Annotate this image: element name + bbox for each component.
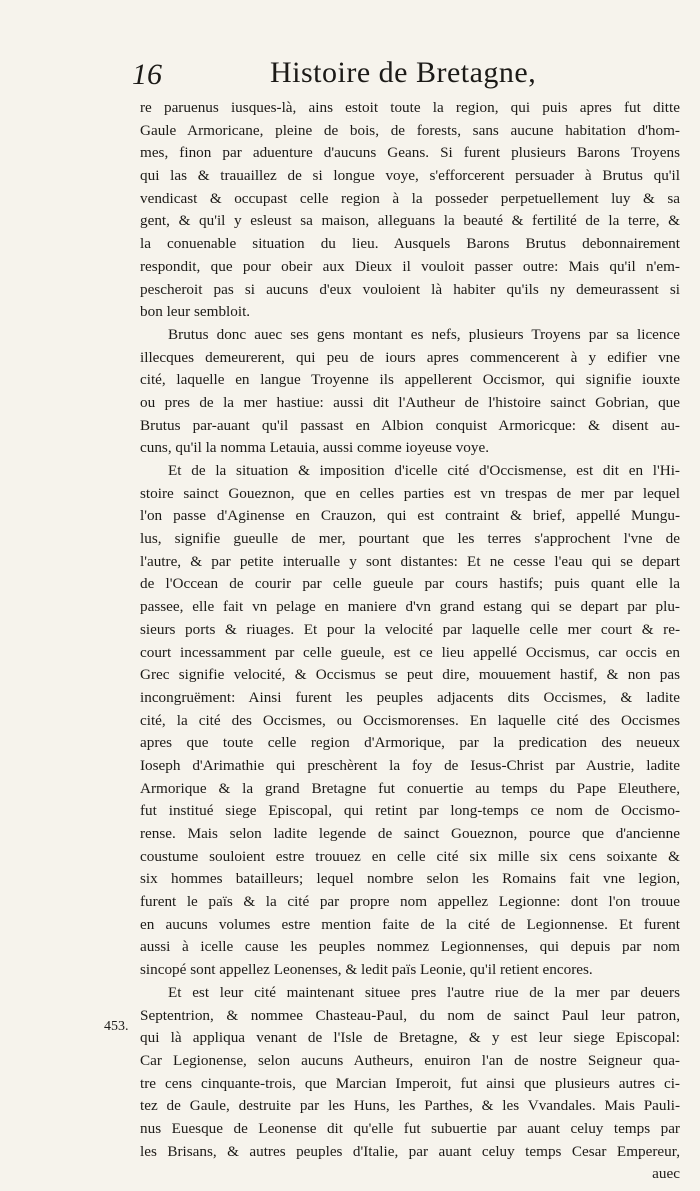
text-line: aussi à icelle cause les peuples nommez Legionnenses, qui depuis par nom <box>140 938 680 956</box>
catchword: auec <box>652 1165 680 1183</box>
text-line: tez de Gaule, destruite par les Huns, les Parthes, & les Vvandales. Mais Pauli- <box>140 1097 680 1115</box>
text-line: gent, & qu'il y esleust sa maison, alleguans la beauté & fertilité de la terre, & <box>140 212 680 230</box>
text-line: respondit, que pour obeir aux Dieux il vouloit passer outre: Mais qu'il n'em- <box>140 257 680 275</box>
text-line: l'on passe d'Aginense en Crauzon, qui est contraint & brief, appellé Mungu- <box>140 507 680 525</box>
text-line: coustume souloient estre trouuez en celle cité six mille six cens soixante & <box>140 847 680 865</box>
text-line: Brutus par-auant qu'il passast en Albion conquist Armoricque: & disent au- <box>140 416 680 434</box>
text-line: Et de la situation & imposition d'icelle cité d'Occismense, est dit en l'Hi- <box>168 462 680 479</box>
text-line: mes, finon par aduenture d'aucuns Geans. Si furent plusieurs Barons Troyens <box>140 144 680 162</box>
text-line: Grec signifie velocité, & Occismus se peut dire, mouuement hastif, & non pas <box>140 666 680 684</box>
text-line: cité, laquelle en langue Troyenne ils appellerent Occismor, qui signifie iouxte <box>140 371 680 389</box>
text-line: bon leur sembloit. <box>140 303 251 321</box>
text-line: Brutus donc auec ses gens montant es nefs, plusieurs Troyens par sa licence <box>168 325 680 343</box>
text-line: furent le païs & la cité par propre nom appellez Legionne: dont l'on trouue <box>140 893 680 911</box>
text-line: Armorique & la grand Bretagne fut conuertie au temps du Pape Eleuthere, <box>140 779 680 797</box>
text-line: l'autre, & par petite interualle y sont distantes: Et ne cesse l'eau qui se depart <box>140 552 680 570</box>
text-line: stoire sainct Goueznon, que en celles parties est vn trespas de mer par lequel <box>140 484 680 502</box>
text-line: en aucuns volumes estre mention faite de la cité de Legionnense. Et furent <box>140 915 680 933</box>
text-line: passee, elle fait vn pelage en maniere d'vn grand estang qui se depart par plu- <box>140 598 680 616</box>
text-line: re paruenus iusques-là, ains estoit toute la region, qui puis apres fut ditte <box>140 99 680 116</box>
text-line: de l'Occean de courir par celle gueule par cours hastifs; puis quant elle la <box>140 575 680 593</box>
text-line: nus Euesque de Leonense dit qu'elle fut subuertie par auant celuy temps par <box>140 1119 680 1137</box>
text-line: qui las & trauaillez de si longue voye, s'efforcerent persuader à Brutus qu'il <box>140 167 680 185</box>
marginal-note-year: 453. <box>104 1019 129 1034</box>
text-line: lus, signifie gueulle de mer, pourtant que les terres s'approchent l'vne de <box>140 530 680 548</box>
running-title: Histoire de Bretagne, <box>270 56 537 89</box>
text-line: qui là appliqua venant de l'Isle de Bretagne, & y est leur siege Episcopal: <box>140 1029 680 1047</box>
text-line: rense. Mais selon ladite legende de sainct Goueznon, pource que d'ancienne <box>140 825 680 842</box>
text-line: Car Legionense, selon aucuns Autheurs, enuiron l'an de nostre Seigneur qua- <box>140 1051 680 1069</box>
text-line: sincopé sont appellez Leonenses, & ledit païs Leonie, qu'il retient encores. <box>140 961 593 979</box>
text-line: sieurs ports & riuages. Et pour la velocité par laquelle celle mer court & re- <box>140 620 680 638</box>
text-line: apres que toute celle region d'Armorique, par la predication des neueux <box>140 734 680 752</box>
text-line: Septentrion, & nommee Chasteau-Paul, du nom de sainct Paul leur patron, <box>140 1006 680 1024</box>
text-line: illecques demeurerent, qui peu de iours apres commencerent à y edifier vne <box>140 348 680 366</box>
text-line: cité, la cité des Occismes, ou Occismorenses. En laquelle cité des Occismes <box>140 711 680 729</box>
text-line: incongruëment: Ainsi furent les peuples adjacents dits Occismes, & ladite <box>140 688 680 706</box>
text-line: Ioseph d'Arimathie qui preschèrent la foy de Iesus-Christ par Austrie, ladite <box>140 756 680 774</box>
text-line: ou pres de la mer hastiue: aussi dit l'Autheur de l'histoire sainct Gobrian, que <box>140 393 680 411</box>
text-line: vendicast & occupast celle region à la posseder perpetuellement luy & sa <box>140 189 680 207</box>
body-text <box>140 97 680 1186</box>
text-line: Gaule Armoricane, pleine de bois, de forests, sans aucune habitation d'hom- <box>140 121 680 139</box>
text-line: pescheroit pas si aucuns d'eux vouloient là habiter qu'ils ny demeurassent si <box>140 280 680 298</box>
text-line: cuns, qu'il la nomma Letauia, aussi comme ioyeuse voye. <box>140 439 490 457</box>
page-header <box>120 56 680 96</box>
text-line: les Brisans, & autres peuples d'Italie, par auant celuy temps Cesar Empereur, <box>140 1142 680 1160</box>
text-line: court incessamment par celle gueule, est ce lieu appellé Occismus, car occis en <box>140 643 680 661</box>
text-line: la conuenable situation du lieu. Ausquels Barons Brutus debonnairement <box>140 235 680 253</box>
page-number: 16 <box>132 58 162 91</box>
text-line: fut institué siege Episcopal, qui retint par long-temps ce nom de Occismo- <box>140 802 680 820</box>
text-line: tre cens cinquante-trois, que Marcian Imperoit, fut ainsi que plusieurs autres ci- <box>140 1074 680 1092</box>
text-line: Et est leur cité maintenant situee pres l'autre riue de la mer par deuers <box>168 983 680 1001</box>
text-line: six hommes batailleurs; lequel nombre selon les Romains fait vne legion, <box>140 870 680 888</box>
